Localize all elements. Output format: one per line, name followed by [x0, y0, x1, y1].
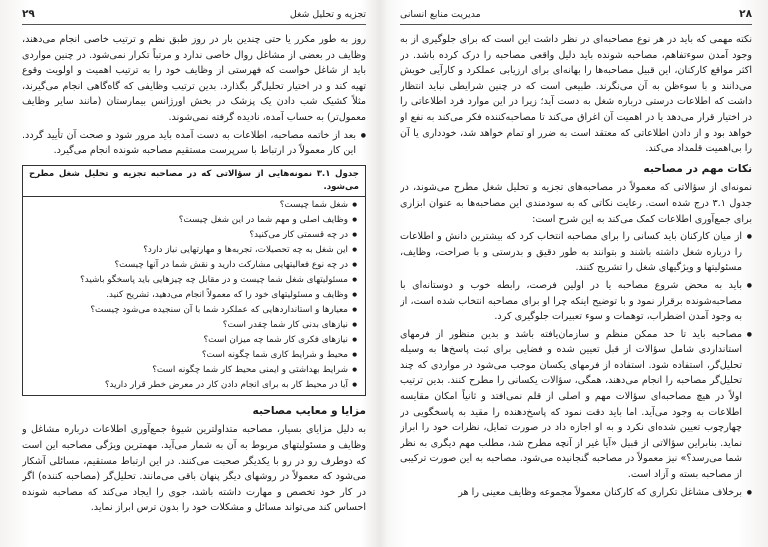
right-section-heading: نکات مهم در مصاحبه — [643, 162, 752, 175]
right-paragraph: نکته مهمی که باید در هر نوع مصاحبه‌ای در نظر داشت این است که برای جلوگیری از به وجود آمدن سوءتفاهم، مصاحبه شونده باید دلیل واقعی مصاحبه را درک کرده باشد. در اکثر مواقع کارکنان، این قبیل مصاحبه‌ها را بهانه‌ای برای ارزیابی عملکرد و کارآیی خویش می‌دانند و با سوءظن به آن می‌نگرند. طبیعی است که در چنین شرایطی نباید انتظار داشت که اطلاعات درستی درباره شغل به دست آید؛ زیرا در این موارد فرد اطلاعاتی را در اختیار قرار می‌دهد یا در اهمیت آن اغراق می‌کند تا مصاحبه‌کننده فکر می‌کند به نفع او خواهد بود و از دادن اطلاعاتی که معتقد است به ضرر او تمام خواهد شد، خودداری یا آن را بی‌اهمیت قلمداد می‌کند. — [400, 34, 752, 155]
table-question: ● محیط و شرایط کاری شما چگونه است؟ — [31, 348, 357, 363]
left-running-title: تجزیه و تحلیل شغل — [289, 9, 366, 20]
right-bullet: ● باید به محض شروع مصاحبه یا در اولین فرصت، رابطه خوب و دوستانه‌ای با مصاحبه‌شونده برقرار نمود و با توضیح اینکه چرا او برای مصاحبه انتخاب شده است، از به وجود آمدن اضطراب، توهمات و سوء تعبیرات جلوگیری کرد. — [400, 278, 752, 325]
table-question: ● مسئولیتهای شغل شما چیست و در مقابل چه چیزهایی باید پاسخگو باشید؟ — [31, 273, 357, 288]
left-paragraph: روز به طور مکرر یا حتی چندین بار در روز طبق نظم و ترتیب خاصی انجام می‌دهند، وظایف در بعضی از مشاغل روال خاصی ندارد و مرتباً تکرار نمی‌شود. در چنین مواردی باید از شاغل خواست که فهرستی از وظایف خود را به ترتیب اهمیت و اولویت وقوع تهیه کند و در اختیار تحلیل‌گر بگذارد. بدین ترتیب وظایفی که گاه‌گاهی انجام می‌گیرند، مثلاً کشیک شب دادن یک پزشک در بخش اورژانس بیمارستان (مانند سایر وظایف معمول‌تر) به حساب آمده، نادیده گرفته نمی‌شوند. — [22, 34, 366, 123]
table-caption: جدول ۳.۱ نمونه‌هایی از سؤالاتی که در مصاحبه تجزیه و تحلیل شغل مطرح می‌شود. — [23, 166, 365, 197]
table-question: ● نیازهای فکری کار شما چه میزان است؟ — [31, 333, 357, 348]
right-page — [400, 8, 752, 543]
right-running-head — [400, 8, 752, 25]
table-question: ● شغل شما چیست؟ — [31, 198, 357, 213]
right-bullet: ● مصاحبه باید تا حد ممکن منظم و سازمان‌یافته باشد و بدین منظور از فرمهای استانداردی شامل سؤالات از قبل تعیین شده و فضایی برای ثبت پاسخ‌ها به وسیله تحلیل‌گر، استفاده شود. استفاده از فرمهای یکسان موجب می‌شود در مواردی که چند تحلیل‌گر مصاحبه را انجام می‌دهند، همگی، سؤالات یکسانی را مطرح کنند. بدین ترتیب اولاً در هیچ مصاحبه‌ای سؤالات مهم و اصلی از قلم نمی‌افتد و ثانیاً امکان مقایسه اطلاعات به وجود می‌آید. اما باید دقت نمود که پاسخ‌دهنده را مقید به پاسخگویی در چهارچوب تعیین شده‌ای نکرد و به او اجازه داد در صورت تمایل، نظرات خود را ابراز نماید. بنابراین سؤالاتی از قبیل «آیا غیر از آنچه مطرح شد، مطلب مهم دیگری به نظر شما می‌رسد؟» نیز معمولاً در مصاحبه گنجانیده می‌شود. مصاحبه به این صورت ترکیبی از مصاحبه بسته و آزاد است. — [400, 327, 752, 483]
right-running-title: مدیریت منابع انسانی — [400, 9, 481, 20]
table-question: ● این شغل به چه تحصیلات، تجربه‌ها و مهارتهایی نیاز دارد؟ — [31, 243, 357, 258]
right-bullet: ● برخلاف مشاغل تکراری که کارکنان معمولاً مجموعه وظایف معینی را هر — [400, 485, 752, 501]
left-page — [22, 8, 366, 543]
table-question: ● شرایط بهداشتی و ایمنی محیط کار شما چگونه است؟ — [31, 363, 357, 378]
left-section-heading: مزایا و معایب مصاحبه — [252, 404, 366, 417]
right-bullet: ● از میان کارکنان باید کسانی را برای مصاحبه انتخاب کرد که بیشترین دانش و اطلاعات را درباره شغل داشته باشند و بتوانند به طور دقیق و بدرستی و با صراحت، وظایف، مسئولیتها و ویژگیهای شغل را تشریح کنند. — [400, 229, 752, 276]
table-question-list — [23, 197, 365, 393]
left-page-number: ۲۹ — [22, 8, 35, 20]
right-page-number: ۲۸ — [739, 8, 752, 20]
table-question: ● وظایف و مسئولیتهای خود را که معمولاً انجام می‌دهید، تشریح کنید. — [31, 288, 357, 303]
table-question: ● در چه نوع فعالیتهایی مشارکت دارید و نقش شما در آنها چیست؟ — [31, 258, 357, 273]
table-question: ● آیا در محیط کار به برای انجام دادن کار در معرض خطر قرار دارید؟ — [31, 378, 357, 393]
right-intro-paragraph: نمونه‌ای از سؤالاتی که معمولاً در مصاحبه‌های تجزیه و تحلیل شغل مطرح می‌شوند، در جدول ۳.۱ درج شده است. رعایت نکاتی که به سودمندی این مصاحبه‌ها به عنوان ابزاری برای جمع‌آوری اطلاعات کمک می‌کند به این شرح است: — [400, 182, 752, 225]
table-question: ● در چه قسمتی کار می‌کنید؟ — [31, 228, 357, 243]
left-bullet-verification: ● بعد از خاتمه مصاحبه، اطلاعات به دست آمده باید مرور شود و صحت آن تأیید گردد. این کار معمولاً در ارتباط با سرپرست مستقیم مصاحبه شونده انجام می‌گیرد. — [22, 128, 366, 159]
questions-table — [22, 165, 366, 396]
table-question: ● نیازهای بدنی کار شما چقدر است؟ — [31, 318, 357, 333]
table-question: ● معیارها و استانداردهایی که عملکرد شما با آن سنجیده می‌شود چیست؟ — [31, 303, 357, 318]
left-paragraph-bottom: به دلیل مزایای بسیار، مصاحبه متداولترین شیوهٔ جمع‌آوری اطلاعات درباره مشاغل و وظایف و مسئولیتهای مربوط به آن به شمار می‌آید. مهمترین ویژگی مصاحبه این است که دوطرف رو در رو با یکدیگر صحبت می‌کنند. در این ارتباط مستقیم، مسائلی آشکار می‌شود که معمولاً در روشهای دیگر پنهان باقی می‌مانند. تحلیل‌گر (مصاحبه کننده) اگر در کار خود تخصص و مهارت داشته باشد، جوی را ایجاد می‌کند که مصاحبه شونده احساس کند می‌تواند مسائل و مشکلات خود را بدون ترس ابراز نماید. — [22, 424, 366, 514]
left-running-head — [22, 8, 366, 25]
table-question: ● وظایف اصلی و مهم شما در این شغل چیست؟ — [31, 213, 357, 228]
